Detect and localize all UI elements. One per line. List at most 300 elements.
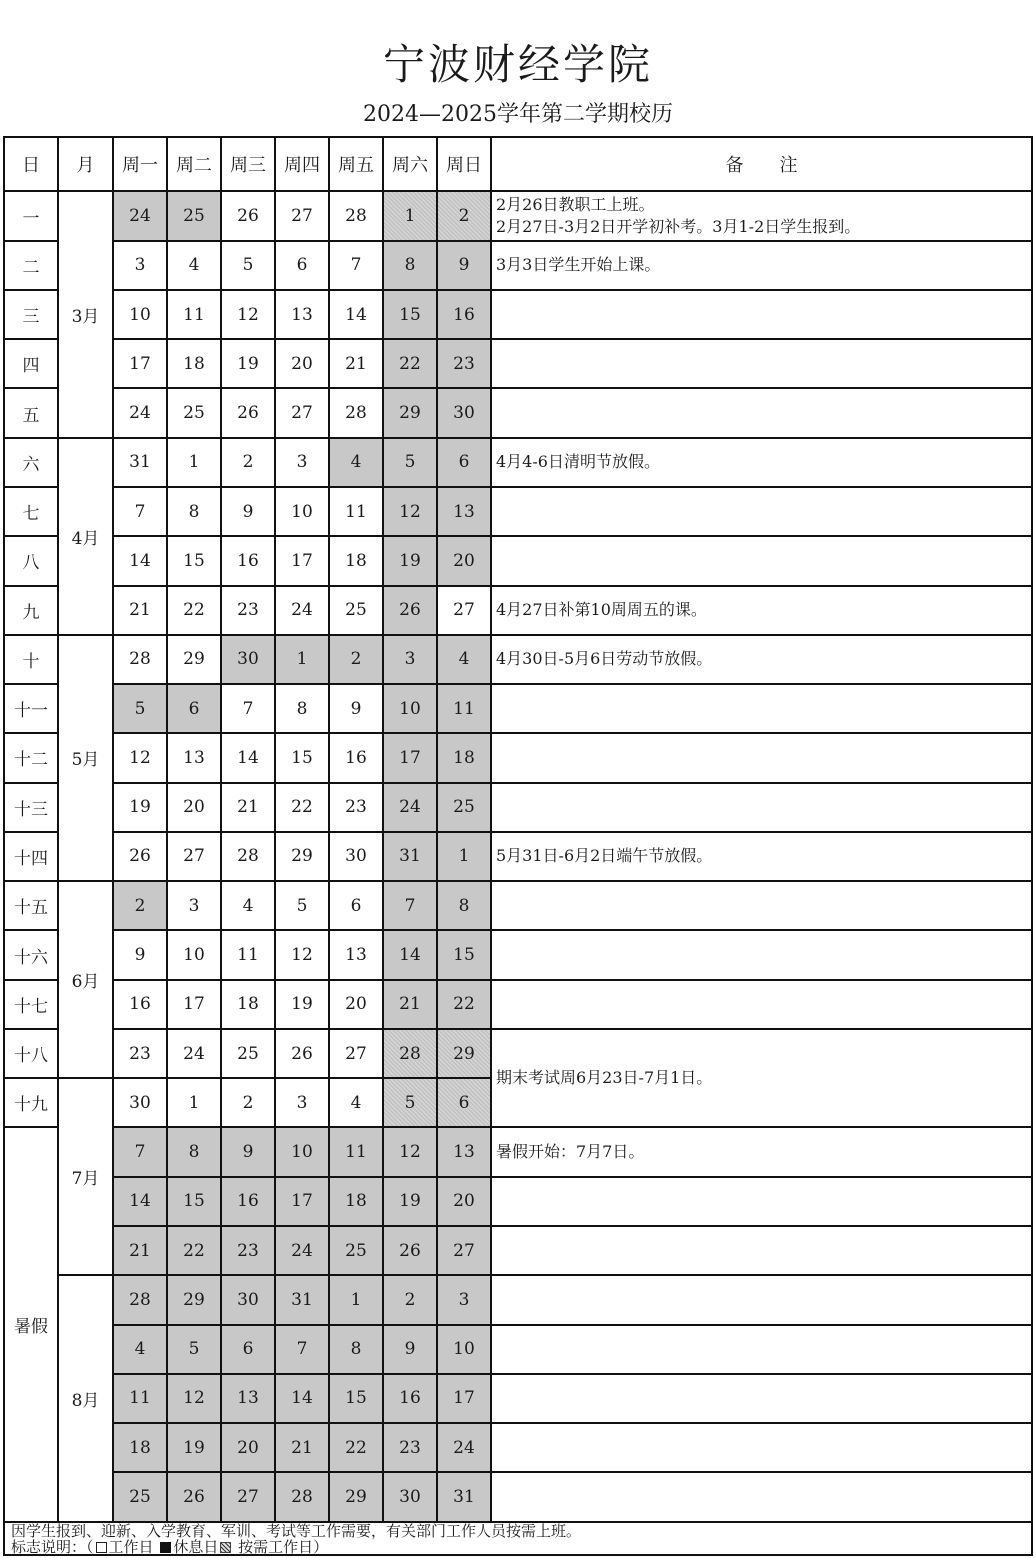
day-cell: 8: [437, 881, 491, 930]
day-cell: 15: [383, 290, 437, 339]
day-cell: 10: [275, 1127, 329, 1176]
week-number: 九: [4, 586, 58, 635]
header-fri: 周五: [329, 137, 383, 191]
header-week: 日: [4, 137, 58, 191]
page-title: 宁波财经学院: [382, 40, 653, 89]
week-row: [4, 290, 1032, 339]
summer-vacation-label: 暑假: [4, 1127, 58, 1522]
month-label: 8月: [58, 1275, 113, 1522]
day-cell: 26: [167, 1472, 221, 1522]
note-cell: [491, 832, 1032, 881]
week-number: 十七: [4, 980, 58, 1029]
day-cell: 26: [113, 832, 167, 881]
footer-notes: [3, 1523, 1033, 1556]
day-cell: 22: [167, 586, 221, 635]
note-cell: [491, 1325, 1032, 1374]
month-label: 5月: [58, 635, 113, 881]
day-cell: 25: [437, 783, 491, 832]
note-cell: [491, 1177, 1032, 1226]
note-cell: [491, 388, 1032, 437]
day-cell: 3: [167, 881, 221, 930]
day-cell: 18: [221, 980, 275, 1029]
day-cell: 23: [221, 1226, 275, 1275]
day-cell: 15: [329, 1374, 383, 1423]
week-number: 十一: [4, 684, 58, 733]
day-cell: 19: [383, 1177, 437, 1226]
day-cell: 20: [221, 1423, 275, 1472]
day-cell: 12: [383, 1127, 437, 1176]
day-cell: 1: [167, 438, 221, 487]
day-cell: 29: [329, 1472, 383, 1522]
day-cell: 13: [275, 290, 329, 339]
day-cell: 22: [437, 980, 491, 1029]
day-cell: 29: [275, 832, 329, 881]
day-cell: 24: [383, 783, 437, 832]
day-cell: 8: [167, 1127, 221, 1176]
rest-day-swatch-icon: [160, 1542, 171, 1553]
day-cell: 14: [221, 733, 275, 782]
day-cell: 30: [437, 388, 491, 437]
note-cell: [491, 586, 1032, 635]
day-cell: 16: [221, 536, 275, 585]
day-cell: 19: [383, 536, 437, 585]
day-cell: 24: [437, 1423, 491, 1472]
day-cell: 11: [329, 487, 383, 536]
note-cell: [491, 487, 1032, 536]
day-cell: 10: [167, 930, 221, 979]
day-cell: 6: [221, 1325, 275, 1374]
week-row: [4, 339, 1032, 388]
day-cell: 12: [383, 487, 437, 536]
day-cell: 22: [167, 1226, 221, 1275]
day-cell: 14: [113, 536, 167, 585]
week-row: [4, 930, 1032, 979]
day-cell: 7: [329, 241, 383, 290]
week-row: [4, 1177, 1032, 1226]
day-cell: 20: [437, 536, 491, 585]
week-number: 十四: [4, 832, 58, 881]
note-line: 4月27日补第10周周五的课。: [496, 600, 707, 620]
header-row: [4, 137, 1032, 191]
day-cell: 4: [113, 1325, 167, 1374]
day-cell: 21: [383, 980, 437, 1029]
week-number: 十二: [4, 733, 58, 782]
day-cell: 10: [113, 290, 167, 339]
day-cell: 26: [221, 388, 275, 437]
note-cell: [491, 733, 1032, 782]
day-cell: 23: [437, 339, 491, 388]
day-cell: 31: [383, 832, 437, 881]
week-number: 六: [4, 438, 58, 487]
week-row: [4, 438, 1032, 487]
day-cell: 11: [167, 290, 221, 339]
day-cell: 9: [329, 684, 383, 733]
day-cell: 24: [275, 1226, 329, 1275]
day-cell: 23: [113, 1029, 167, 1078]
note-cell: [491, 290, 1032, 339]
day-cell: 27: [329, 1029, 383, 1078]
day-cell: 26: [383, 1226, 437, 1275]
day-cell: 31: [275, 1275, 329, 1324]
day-cell: 26: [383, 586, 437, 635]
day-cell: 2: [221, 438, 275, 487]
day-cell: 14: [329, 290, 383, 339]
day-cell: 9: [437, 241, 491, 290]
note-cell: [491, 1472, 1032, 1522]
day-cell: 28: [329, 191, 383, 240]
week-row: [4, 1029, 1032, 1078]
day-cell: 17: [167, 980, 221, 1029]
day-cell: 29: [383, 388, 437, 437]
week-row: [4, 241, 1032, 290]
day-cell: 16: [437, 290, 491, 339]
day-cell: 7: [221, 684, 275, 733]
week-number: 五: [4, 388, 58, 437]
day-cell: 24: [167, 1029, 221, 1078]
note-cell: [491, 1423, 1032, 1472]
day-cell: 11: [329, 1127, 383, 1176]
week-row: [4, 832, 1032, 881]
week-number: 三: [4, 290, 58, 339]
day-cell: 12: [113, 733, 167, 782]
day-cell: 28: [329, 388, 383, 437]
day-cell: 24: [275, 586, 329, 635]
day-cell: 4: [221, 881, 275, 930]
day-cell: 13: [167, 733, 221, 782]
day-cell: 2: [437, 191, 491, 240]
month-label: 7月: [58, 1078, 113, 1275]
week-row: [4, 536, 1032, 585]
day-cell: 15: [167, 536, 221, 585]
day-cell: 17: [383, 733, 437, 782]
day-cell: 13: [329, 930, 383, 979]
day-cell: 19: [221, 339, 275, 388]
week-row: [4, 783, 1032, 832]
note-cell: [491, 1374, 1032, 1423]
header-wed: 周三: [221, 137, 275, 191]
day-cell: 25: [329, 586, 383, 635]
day-cell: 2: [113, 881, 167, 930]
day-cell: 29: [167, 1275, 221, 1324]
day-cell: 2: [329, 635, 383, 684]
note-cell: [491, 684, 1032, 733]
day-cell: 22: [275, 783, 329, 832]
day-cell: 18: [113, 1423, 167, 1472]
day-cell: 27: [275, 191, 329, 240]
week-number: 十: [4, 635, 58, 684]
day-cell: 3: [275, 1078, 329, 1127]
day-cell: 12: [167, 1374, 221, 1423]
legend: [11, 1539, 1031, 1555]
day-cell: 27: [221, 1472, 275, 1522]
note-line: 5月31日-6月2日端午节放假。: [496, 846, 713, 866]
day-cell: 8: [383, 241, 437, 290]
day-cell: 17: [113, 339, 167, 388]
day-cell: 29: [437, 1029, 491, 1078]
note-cell: [491, 241, 1032, 290]
day-cell: 23: [221, 586, 275, 635]
duty-day-swatch-icon: [220, 1542, 231, 1553]
week-row: [4, 191, 1032, 240]
day-cell: 6: [329, 881, 383, 930]
note-cell: [491, 930, 1032, 979]
day-cell: 1: [329, 1275, 383, 1324]
day-cell: 9: [221, 487, 275, 536]
day-cell: 5: [383, 1078, 437, 1127]
note-cell: [491, 438, 1032, 487]
page-subtitle: 2024—2025学年第二学期校历: [363, 102, 673, 127]
day-cell: 13: [437, 1127, 491, 1176]
day-cell: 1: [383, 191, 437, 240]
week-number: 七: [4, 487, 58, 536]
day-cell: 10: [383, 684, 437, 733]
day-cell: 19: [113, 783, 167, 832]
day-cell: 11: [113, 1374, 167, 1423]
day-cell: 27: [167, 832, 221, 881]
day-cell: 28: [275, 1472, 329, 1522]
note-line: 4月30日-5月6日劳动节放假。: [496, 649, 713, 669]
week-number: 一: [4, 191, 58, 240]
day-cell: 8: [275, 684, 329, 733]
week-row: [4, 487, 1032, 536]
day-cell: 3: [383, 635, 437, 684]
day-cell: 12: [275, 930, 329, 979]
note-cell: [491, 1275, 1032, 1324]
day-cell: 17: [275, 536, 329, 585]
day-cell: 19: [275, 980, 329, 1029]
note-cell: [491, 339, 1032, 388]
day-cell: 17: [437, 1374, 491, 1423]
day-cell: 2: [221, 1078, 275, 1127]
day-cell: 21: [329, 339, 383, 388]
week-row: [4, 1127, 1032, 1176]
legend-rest-label: 休息日: [173, 1538, 219, 1556]
day-cell: 5: [383, 438, 437, 487]
day-cell: 31: [113, 438, 167, 487]
day-cell: 21: [221, 783, 275, 832]
week-number: 十八: [4, 1029, 58, 1078]
day-cell: 15: [437, 930, 491, 979]
note-line: 2月26日教职工上班。: [496, 195, 655, 215]
header-sat: 周六: [383, 137, 437, 191]
day-cell: 25: [329, 1226, 383, 1275]
week-row: [4, 684, 1032, 733]
month-label: 4月: [58, 438, 113, 635]
month-label: 3月: [58, 191, 113, 437]
day-cell: 15: [275, 733, 329, 782]
day-cell: 7: [383, 881, 437, 930]
note-cell: [491, 1127, 1032, 1176]
day-cell: 12: [221, 290, 275, 339]
week-row: [4, 388, 1032, 437]
day-cell: 4: [329, 438, 383, 487]
note-cell: [491, 783, 1032, 832]
day-cell: 29: [167, 635, 221, 684]
day-cell: 26: [275, 1029, 329, 1078]
day-cell: 30: [221, 635, 275, 684]
day-cell: 16: [329, 733, 383, 782]
legend-duty-label: 按需工作日）: [233, 1538, 329, 1556]
day-cell: 8: [329, 1325, 383, 1374]
day-cell: 3: [437, 1275, 491, 1324]
day-cell: 18: [329, 536, 383, 585]
day-cell: 7: [113, 487, 167, 536]
header-mon: 周一: [113, 137, 167, 191]
day-cell: 4: [437, 635, 491, 684]
day-cell: 25: [113, 1472, 167, 1522]
day-cell: 16: [383, 1374, 437, 1423]
day-cell: 20: [329, 980, 383, 1029]
day-cell: 28: [113, 1275, 167, 1324]
day-cell: 4: [167, 241, 221, 290]
day-cell: 10: [275, 487, 329, 536]
note-cell: [491, 191, 1032, 240]
note-line: 2月27日-3月2日开学初补考。3月1-2日学生报到。: [496, 217, 861, 237]
day-cell: 28: [113, 635, 167, 684]
legend-prefix: 标志说明：（: [11, 1538, 94, 1556]
day-cell: 3: [113, 241, 167, 290]
day-cell: 18: [329, 1177, 383, 1226]
day-cell: 20: [167, 783, 221, 832]
day-cell: 4: [329, 1078, 383, 1127]
day-cell: 1: [437, 832, 491, 881]
day-cell: 19: [167, 1423, 221, 1472]
note-line: 3月3日学生开始上课。: [496, 255, 661, 275]
week-row: [4, 1275, 1032, 1324]
note-cell: [491, 1226, 1032, 1275]
day-cell: 5: [221, 241, 275, 290]
header-month: 月: [58, 137, 113, 191]
day-cell: 10: [437, 1325, 491, 1374]
week-number: 四: [4, 339, 58, 388]
day-cell: 2: [383, 1275, 437, 1324]
month-label: 6月: [58, 881, 113, 1078]
day-cell: 9: [221, 1127, 275, 1176]
week-row: [4, 1423, 1032, 1472]
day-cell: 6: [437, 438, 491, 487]
day-cell: 20: [275, 339, 329, 388]
day-cell: 17: [275, 1177, 329, 1226]
day-cell: 5: [167, 1325, 221, 1374]
note-line: 期末考试周6月23日-7月1日。: [496, 1068, 713, 1088]
day-cell: 14: [113, 1177, 167, 1226]
day-cell: 6: [275, 241, 329, 290]
day-cell: 21: [113, 1226, 167, 1275]
week-number: 八: [4, 536, 58, 585]
header-thu: 周四: [275, 137, 329, 191]
week-row: [4, 1374, 1032, 1423]
day-cell: 25: [167, 191, 221, 240]
day-cell: 23: [329, 783, 383, 832]
week-number: 十九: [4, 1078, 58, 1127]
day-cell: 7: [275, 1325, 329, 1374]
week-row: [4, 881, 1032, 930]
day-cell: 11: [221, 930, 275, 979]
day-cell: 6: [437, 1078, 491, 1127]
day-cell: 11: [437, 684, 491, 733]
day-cell: 9: [113, 930, 167, 979]
day-cell: 18: [437, 733, 491, 782]
day-cell: 28: [221, 832, 275, 881]
day-cell: 30: [113, 1078, 167, 1127]
footer-line-1: 因学生报到、迎新、入学教育、军训、考试等工作需要，有关部门工作人员按需上班。: [11, 1522, 582, 1540]
week-number: 十三: [4, 783, 58, 832]
day-cell: 28: [383, 1029, 437, 1078]
day-cell: 13: [221, 1374, 275, 1423]
day-cell: 27: [437, 586, 491, 635]
day-cell: 18: [167, 339, 221, 388]
header-tue: 周二: [167, 137, 221, 191]
day-cell: 6: [167, 684, 221, 733]
work-day-swatch-icon: [96, 1542, 107, 1553]
day-cell: 5: [113, 684, 167, 733]
note-cell: [491, 980, 1032, 1029]
header-notes: 备 注: [491, 137, 1032, 191]
day-cell: 23: [383, 1423, 437, 1472]
day-cell: 1: [167, 1078, 221, 1127]
day-cell: 25: [221, 1029, 275, 1078]
day-cell: 31: [437, 1472, 491, 1522]
day-cell: 9: [383, 1325, 437, 1374]
week-row: [4, 586, 1032, 635]
day-cell: 30: [221, 1275, 275, 1324]
day-cell: 22: [383, 339, 437, 388]
legend-work-label: 工作日: [108, 1538, 154, 1556]
day-cell: 21: [275, 1423, 329, 1472]
day-cell: 30: [329, 832, 383, 881]
note-line: 暑假开始：7月7日。: [496, 1142, 645, 1162]
week-row: [4, 980, 1032, 1029]
day-cell: 13: [437, 487, 491, 536]
day-cell: 8: [167, 487, 221, 536]
day-cell: 25: [167, 388, 221, 437]
note-cell: [491, 536, 1032, 585]
week-row: [4, 1325, 1032, 1374]
week-row: [4, 733, 1032, 782]
week-number: 十六: [4, 930, 58, 979]
calendar-table: [3, 136, 1033, 1523]
note-line: 4月4-6日清明节放假。: [496, 452, 660, 472]
week-row: [4, 635, 1032, 684]
day-cell: 20: [437, 1177, 491, 1226]
day-cell: 3: [275, 438, 329, 487]
week-number: 十五: [4, 881, 58, 930]
day-cell: 7: [113, 1127, 167, 1176]
day-cell: 16: [221, 1177, 275, 1226]
week-row: [4, 1472, 1032, 1522]
note-cell: [491, 1029, 1032, 1128]
header-sun: 周日: [437, 137, 491, 191]
week-row: [4, 1226, 1032, 1275]
week-number: 二: [4, 241, 58, 290]
day-cell: 27: [437, 1226, 491, 1275]
day-cell: 1: [275, 635, 329, 684]
day-cell: 22: [329, 1423, 383, 1472]
day-cell: 27: [275, 388, 329, 437]
day-cell: 5: [275, 881, 329, 930]
day-cell: 14: [383, 930, 437, 979]
note-cell: [491, 635, 1032, 684]
day-cell: 30: [383, 1472, 437, 1522]
day-cell: 16: [113, 980, 167, 1029]
day-cell: 14: [275, 1374, 329, 1423]
day-cell: 24: [113, 388, 167, 437]
day-cell: 24: [113, 191, 167, 240]
day-cell: 21: [113, 586, 167, 635]
note-cell: [491, 881, 1032, 930]
day-cell: 26: [221, 191, 275, 240]
day-cell: 15: [167, 1177, 221, 1226]
